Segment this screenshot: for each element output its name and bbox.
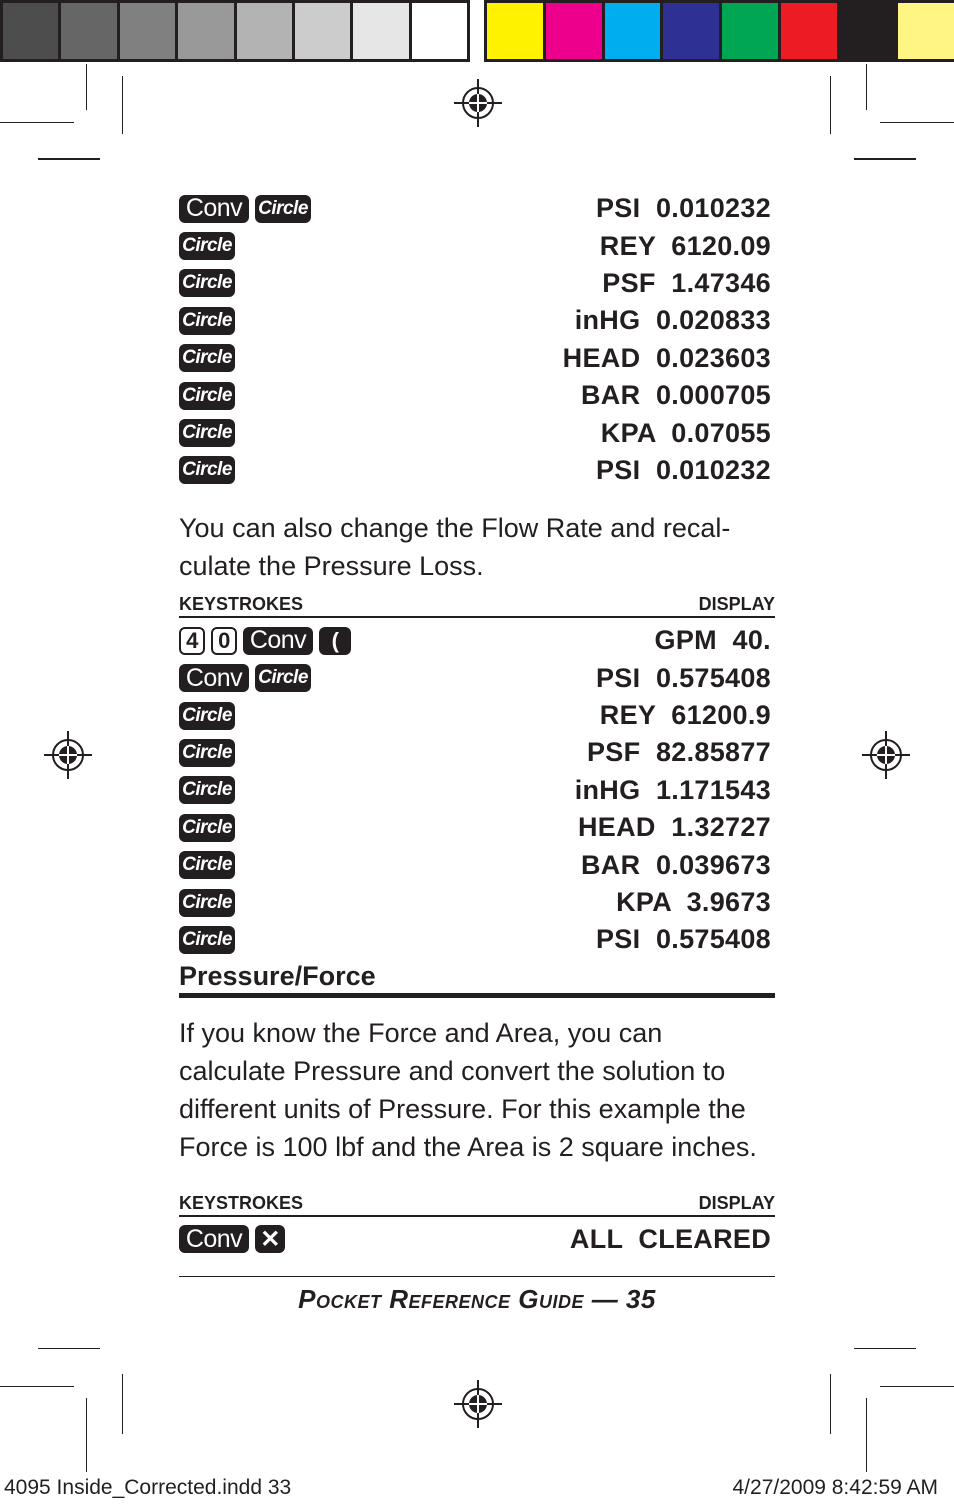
keystroke-keys <box>179 1225 285 1253</box>
gray-swatch <box>295 3 353 59</box>
keystroke-keys <box>179 269 235 297</box>
table-header <box>179 1188 775 1217</box>
circle-key: Circle <box>179 814 235 842</box>
keystroke-table-2 <box>179 622 775 959</box>
digit-4-key: 4 <box>179 627 205 655</box>
magenta-swatch <box>546 3 605 59</box>
circle-key: Circle <box>179 307 235 335</box>
keystroke-keys <box>179 419 235 447</box>
crop-mark <box>38 158 100 160</box>
display-value: GPM 40. <box>654 625 771 656</box>
display-value: HEAD 0.023603 <box>562 342 771 373</box>
display-value: PSF 82.85877 <box>586 737 771 768</box>
slug-timestamp: 4/27/2009 8:42:59 AM <box>732 1476 938 1499</box>
display-value: PSI 0.575408 <box>595 924 771 955</box>
digit-0-key: 0 <box>211 627 237 655</box>
circle-key: Circle <box>179 776 235 804</box>
keystroke-row <box>179 734 775 771</box>
display-value: BAR 0.039673 <box>580 849 771 880</box>
keystroke-row <box>179 190 775 227</box>
display-heading: DISPLAY <box>698 594 775 615</box>
gray-swatch <box>178 3 236 59</box>
keystroke-keys <box>179 702 235 730</box>
display-value: ALL CLEARED <box>569 1223 771 1254</box>
keystroke-row <box>179 622 775 659</box>
circle-key: Circle <box>179 269 235 297</box>
crop-mark <box>122 76 123 134</box>
keystroke-keys <box>179 814 235 842</box>
display-value: KPA 0.07055 <box>600 417 771 448</box>
circle-key: Circle <box>179 456 235 484</box>
crop-mark <box>854 158 916 160</box>
blue-swatch <box>663 3 722 59</box>
clear-key: ✕ <box>255 1225 285 1253</box>
keystroke-keys <box>179 307 235 335</box>
crop-mark <box>0 122 74 123</box>
keystrokes-heading: KEYSTROKES <box>179 1192 304 1213</box>
conv-key: Conv <box>179 664 249 692</box>
circle-key: Circle <box>255 664 311 692</box>
keystroke-row <box>179 846 775 883</box>
circle-key: Circle <box>179 702 235 730</box>
display-value: PSF 1.47346 <box>602 267 771 298</box>
crop-mark <box>880 1386 954 1387</box>
page-footer: Pocket Reference Guide — 35 <box>298 1284 656 1314</box>
cyan-swatch <box>605 3 664 59</box>
keystroke-row <box>179 884 775 921</box>
footer-rule <box>179 1276 775 1277</box>
circle-key: Circle <box>179 851 235 879</box>
table-header <box>179 589 775 618</box>
display-value: inHG 1.171543 <box>574 774 771 805</box>
crop-mark <box>38 1348 100 1349</box>
gray-swatch <box>120 3 178 59</box>
circle-key: Circle <box>179 926 235 954</box>
display-value: PSI 0.010232 <box>595 454 771 485</box>
circle-key: Circle <box>179 739 235 767</box>
crop-mark <box>854 1348 916 1349</box>
crop-mark <box>880 122 954 123</box>
circle-key: Circle <box>179 344 235 372</box>
red-swatch <box>781 3 840 59</box>
display-value: KPA 3.9673 <box>616 887 771 918</box>
process-colorbar <box>484 0 954 62</box>
keystroke-keys <box>179 851 235 879</box>
keystroke-keys <box>179 627 351 655</box>
crop-mark <box>0 1386 74 1387</box>
crop-mark <box>866 64 867 110</box>
keystroke-row <box>179 660 775 697</box>
display-value: PSI 0.010232 <box>595 193 771 224</box>
slug-filename: 4095 Inside_Corrected.indd 33 <box>4 1476 292 1499</box>
keystroke-row <box>179 265 775 302</box>
keystroke-keys <box>179 664 311 692</box>
black-swatch <box>840 3 899 59</box>
keystroke-row <box>179 340 775 377</box>
gray-swatch <box>237 3 295 59</box>
keystroke-row <box>179 1221 775 1258</box>
registration-target-icon <box>454 79 502 127</box>
light-yellow-swatch <box>898 3 954 59</box>
registration-target-icon <box>44 731 92 779</box>
crop-mark <box>866 1398 867 1472</box>
display-value: inHG 0.020833 <box>574 305 771 336</box>
paragraph-flow-rate: You can also change the Flow Rate and recal-culate the Pressure Loss. <box>179 513 731 582</box>
keystroke-keys <box>179 739 235 767</box>
display-value: REY 6120.09 <box>599 230 771 261</box>
keystroke-table-3 <box>179 1221 775 1258</box>
keystroke-row <box>179 302 775 339</box>
keystroke-keys <box>179 776 235 804</box>
keystroke-row <box>179 921 775 958</box>
keystroke-row <box>179 414 775 451</box>
keystroke-keys <box>179 382 235 410</box>
gray-swatch <box>412 3 467 59</box>
keystroke-keys <box>179 232 235 260</box>
gray-swatch <box>353 3 411 59</box>
display-value: REY 61200.9 <box>599 700 771 731</box>
gray-swatch <box>3 3 61 59</box>
conv-key: Conv <box>179 195 249 223</box>
keystrokes-heading: KEYSTROKES <box>179 594 304 615</box>
keystroke-keys <box>179 344 235 372</box>
keystroke-table-1 <box>179 190 775 489</box>
keystroke-keys <box>179 926 235 954</box>
paren-key: ( <box>319 627 351 655</box>
circle-key: Circle <box>179 382 235 410</box>
keystroke-keys <box>179 195 311 223</box>
page-content <box>179 190 775 1258</box>
keystroke-row <box>179 377 775 414</box>
crop-mark <box>86 64 87 110</box>
circle-key: Circle <box>179 419 235 447</box>
keystroke-keys <box>179 456 235 484</box>
display-value: BAR 0.000705 <box>580 380 771 411</box>
keystroke-row <box>179 772 775 809</box>
conv-key: Conv <box>243 627 313 655</box>
keystroke-keys <box>179 889 235 917</box>
registration-target-icon <box>454 1380 502 1428</box>
display-heading: DISPLAY <box>698 1192 775 1213</box>
conv-key: Conv <box>179 1225 249 1253</box>
yellow-swatch <box>487 3 546 59</box>
circle-key: Circle <box>179 232 235 260</box>
keystroke-row <box>179 697 775 734</box>
display-value: PSI 0.575408 <box>595 662 771 693</box>
keystroke-row <box>179 227 775 264</box>
keystroke-row <box>179 809 775 846</box>
gray-swatch <box>61 3 119 59</box>
paragraph-force-area: If you know the Force and Area, you can calculate Pressure and convert the solution to different units of Pressure. For this example the Force is 100 lbf and the Area is 2 square inches. <box>179 1017 757 1162</box>
circle-key: Circle <box>179 889 235 917</box>
display-value: HEAD 1.32727 <box>577 812 771 843</box>
grayscale-colorbar <box>0 0 470 62</box>
circle-key: Circle <box>255 195 311 223</box>
crop-mark <box>122 1374 123 1434</box>
registration-target-icon <box>862 731 910 779</box>
section-title: Pressure/Force <box>179 959 775 998</box>
green-swatch <box>722 3 781 59</box>
keystroke-row <box>179 452 775 489</box>
crop-mark <box>830 1374 831 1434</box>
crop-mark <box>86 1398 87 1472</box>
crop-mark <box>830 76 831 134</box>
